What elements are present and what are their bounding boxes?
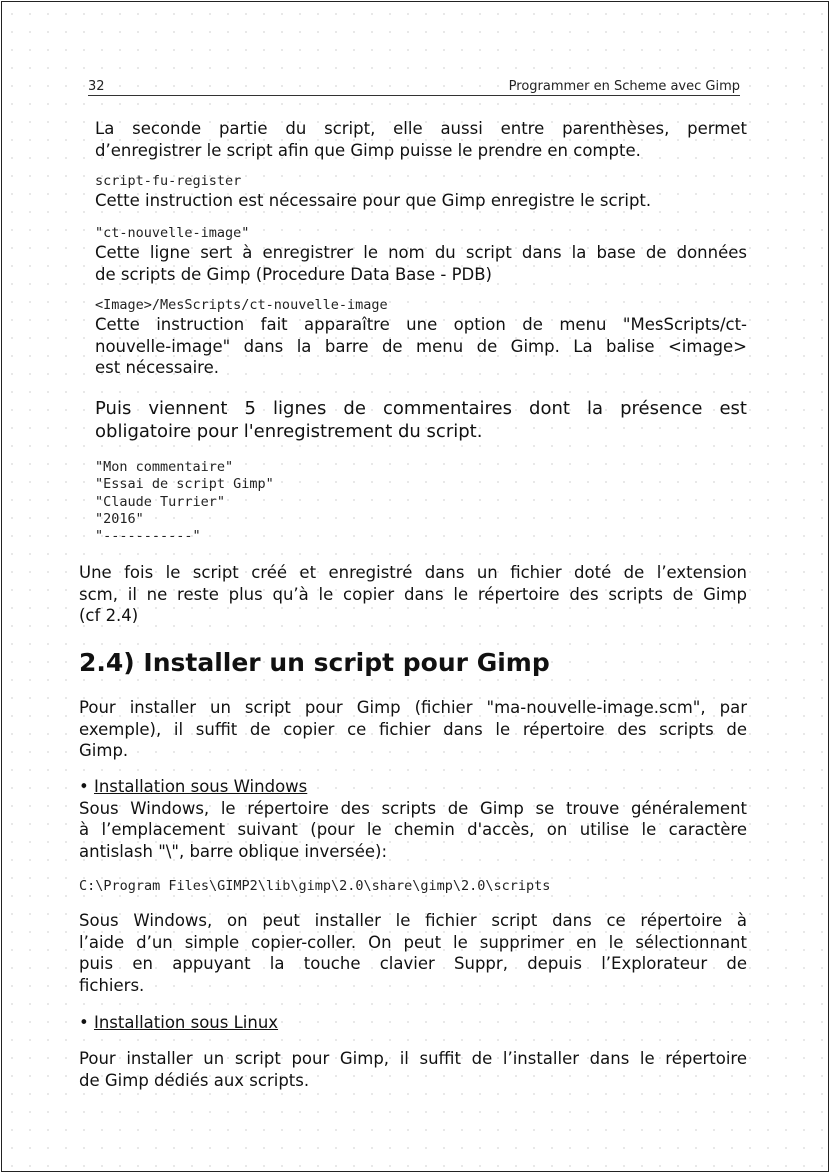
text-line: scm, il ne reste plus qu’à le copier dans le répertoire des scripts de Gimp	[79, 584, 747, 604]
text-line: Cette instruction fait apparaître une option de menu "MesScripts/ct-	[95, 315, 747, 334]
text-line: Pour installer un script pour Gimp, il suffit de l’installer dans le répertoire	[79, 1049, 747, 1068]
text-line: puis en appuyant la touche clavier Suppr, depuis l’Explorateur de	[79, 954, 747, 973]
section-intro-paragraph	[79, 697, 747, 762]
text-line: obligatoire pour l'enregistrement du script.	[95, 421, 483, 442]
bullet: •	[79, 1013, 89, 1032]
text-line: Une fois le script créé et enregistré dans un fichier doté de l’extension	[79, 563, 747, 582]
code-line: "Mon commentaire"	[95, 459, 234, 475]
code-menu-path: <Image>/MesScripts/ct-nouvelle-image	[95, 297, 388, 313]
bullet: •	[79, 777, 89, 796]
comments-code-block	[95, 459, 747, 545]
text-line: Gimp.	[79, 741, 129, 760]
code-script-name: "ct-nouvelle-image"	[95, 225, 250, 241]
intro-paragraph	[95, 118, 747, 161]
text-line: Cette ligne sert à enregistrer le nom du script dans la base de données	[95, 243, 747, 262]
text-line: l’aide d’un simple copier-coller. On peut le supprimer en le sélectionnant	[79, 932, 747, 952]
text-line: La seconde partie du script, elle aussi entre parenthèses, permet	[95, 119, 747, 138]
comments-paragraph	[95, 397, 747, 443]
text-line: d’enregistrer le script afin que Gimp puisse le prendre en compte.	[95, 140, 641, 160]
code-line: "Essai de script Gimp"	[95, 476, 274, 493]
outro-paragraph	[79, 562, 747, 627]
text-line: de scripts de Gimp (Procedure Data Base - PDB)	[95, 264, 492, 284]
code-line: "2016"	[95, 510, 144, 527]
linux-heading	[79, 1012, 747, 1034]
running-header	[88, 79, 740, 96]
header-title: Programmer en Scheme avec Gimp	[508, 79, 740, 94]
text-line: Sous Windows, le répertoire des scripts de Gimp se trouve généralement	[79, 798, 747, 818]
windows-install-paragraph	[79, 910, 747, 996]
text-line: antislash "\", barre oblique inversée):	[79, 841, 388, 861]
menu-description	[95, 314, 747, 379]
text-line: à l’emplacement suivant (pour le chemin d'accès, on utilise le caractère	[79, 820, 747, 839]
linux-title: Installation sous Linux	[93, 1013, 279, 1032]
text-line: exemple), il suffit de copier ce fichier dans le répertoire des scripts de	[79, 719, 747, 739]
text-line: (cf 2.4)	[79, 606, 139, 625]
text-line: fichiers.	[79, 975, 145, 995]
windows-title: Installation sous Windows	[93, 777, 308, 796]
windows-paragraph	[79, 776, 747, 862]
code-line: "-----------"	[95, 528, 201, 545]
text-line: est nécessaire.	[95, 358, 219, 377]
windows-heading	[79, 776, 747, 798]
text-line: Puis viennent 5 lignes de commentaires dont la présence est	[95, 398, 747, 419]
code-line: "Claude Turrier"	[95, 493, 226, 510]
text-line: nouvelle-image" dans la barre de menu de Gimp. La balise <image>	[95, 336, 747, 356]
text-line: Sous Windows, on peut installer le fichier script dans ce répertoire à	[79, 911, 747, 930]
code-register: script-fu-register	[95, 173, 242, 189]
page-number: 32	[88, 79, 105, 94]
windows-path-code: C:\Program Files\GIMP2\lib\gimp\2.0\share\gimp\2.0\scripts	[79, 878, 551, 894]
register-description: Cette instruction est nécessaire pour que Gimp enregistre le script.	[95, 191, 652, 210]
section-heading: 2.4) Installer un script pour Gimp	[79, 648, 550, 677]
linux-paragraph	[79, 1048, 747, 1091]
text-line: Pour installer un script pour Gimp (fichier "ma-nouvelle-image.scm", par	[79, 698, 747, 717]
name-description	[95, 242, 747, 285]
text-line: de Gimp dédiés aux scripts.	[79, 1070, 310, 1090]
